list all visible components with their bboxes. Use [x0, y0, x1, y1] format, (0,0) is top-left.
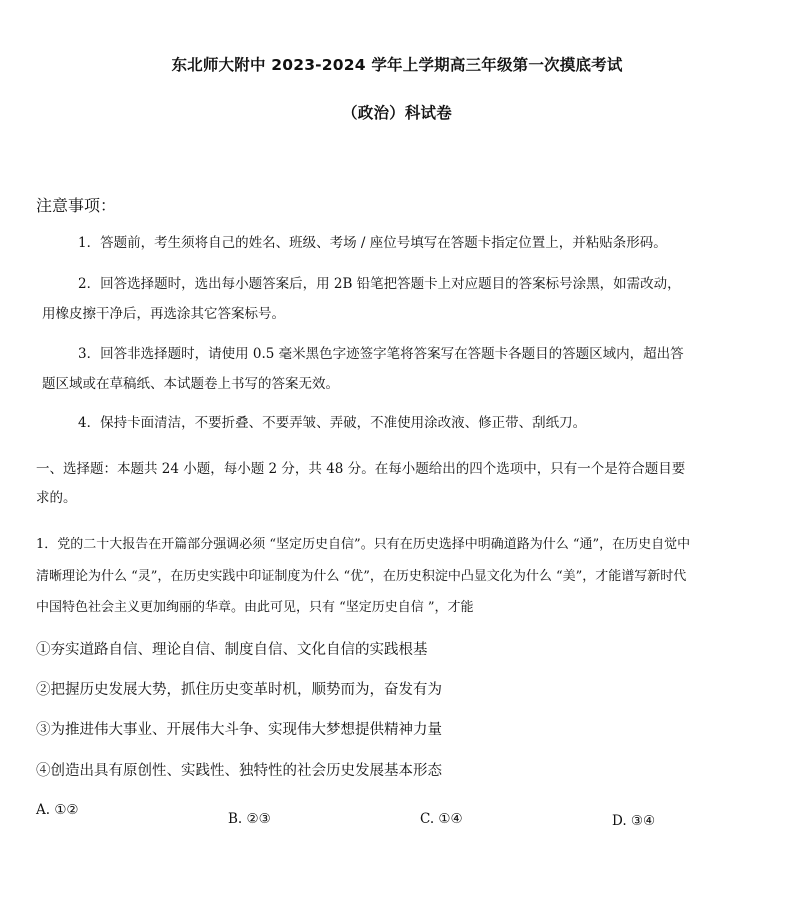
section-heading-cont: 求的。 [36, 490, 77, 506]
notice-heading: 注意事项： [36, 196, 117, 215]
notice-item-4: 4．保持卡面清洁，不要折叠、不要弄皱、弄破，不准使用涂改液、修正带、刮纸刀。 [78, 415, 587, 431]
statement-2: ②把握历史发展大势，抓住历史变革时机，顺势而为，奋发有为 [36, 682, 442, 698]
question-stem-line-2: 清晰理论为什么 “灵”，在历史实践中印证制度为什么 “优”，在历史积淀中凸显文化为什么 “美”，才能谱写新时代 [36, 569, 687, 584]
notice-item-2-cont: 用橡皮擦干净后，再选涂其它答案标号。 [42, 306, 285, 322]
statement-4: ④创造出具有原创性、实践性、独特性的社会历史发展基本形态 [36, 763, 442, 779]
notice-item-3: 3．回答非选择题时，请使用 0.5 毫米黑色字迹签字笔将答案写在答题卡各题目的答题区域内，超出答 [78, 346, 684, 362]
exam-subtitle: （政治）科试卷 [342, 104, 452, 122]
notice-item-3-cont: 题区域或在草稿纸、本试题卷上书写的答案无效。 [42, 376, 339, 392]
statement-1: ①夯实道路自信、理论自信、制度自信、文化自信的实践根基 [36, 642, 428, 658]
choice-d: D. ③④ [612, 813, 656, 829]
notice-item-2: 2．回答选择题时，选出每小题答案后，用 2B 铅笔把答题卡上对应题目的答案标号涂黑，如需改动， [78, 276, 681, 292]
section-heading: 一、选择题：本题共 24 小题，每小题 2 分，共 48 分。在每小题给出的四个选项中，只有一个是符合题目要 [36, 461, 686, 477]
notice-item-1: 1．答题前，考生须将自己的姓名、班级、考场 / 座位号填写在答题卡指定位置上，并粘贴条形码。 [78, 235, 667, 251]
question-stem-line-3: 中国特色社会主义更加绚丽的华章。由此可见，只有 “坚定历史自信 ”，才能 [36, 600, 474, 615]
choice-b: B. ②③ [228, 811, 271, 827]
exam-title: 东北师大附中 2023-2024 学年上学期高三年级第一次摸底考试 [171, 56, 623, 74]
choice-c: C. ①④ [420, 811, 463, 827]
statement-3: ③为推进伟大事业、开展伟大斗争、实现伟大梦想提供精神力量 [36, 722, 442, 738]
question-stem-line-1: 1．党的二十大报告在开篇部分强调必须 “坚定历史自信”。只有在历史选择中明确道路为什么 “通”，在历史自觉中 [36, 537, 691, 552]
choice-a: A. ①② [36, 802, 79, 818]
